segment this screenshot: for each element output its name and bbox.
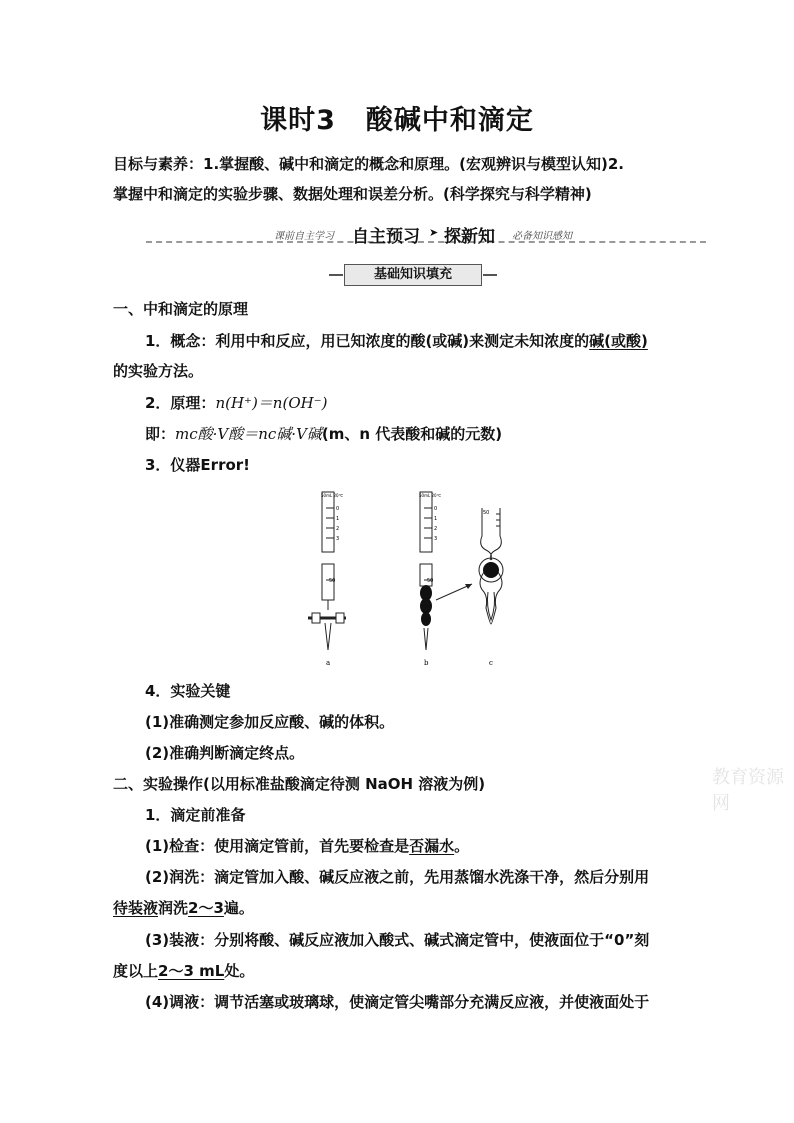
arrow-icon: ➤ bbox=[429, 226, 439, 239]
fill-line-2: 度以上2～3 mL处。 bbox=[113, 962, 255, 980]
rinse-line-2: 待装液润洗2～3遍。 bbox=[113, 899, 254, 917]
blank-answer: 碱(或酸) bbox=[589, 332, 648, 350]
svg-text:b: b bbox=[424, 659, 429, 667]
page-title: 课时3 酸碱中和滴定 bbox=[260, 105, 534, 136]
instrument-line: 3．仪器Error! bbox=[145, 456, 251, 474]
svg-text:50: 50 bbox=[483, 510, 490, 516]
concept-line-2: 的实验方法。 bbox=[113, 362, 204, 380]
section-tag: 基础知识填充 bbox=[344, 264, 482, 286]
key-heading: 4．实验关键 bbox=[145, 682, 231, 700]
svg-text:a: a bbox=[326, 659, 331, 667]
banner-main-1: 自主预习 bbox=[352, 227, 420, 247]
formula-line: 即：mc酸·V酸＝nc碱·V碱(m、n 代表酸和碱的元数) bbox=[145, 425, 503, 443]
svg-text:2: 2 bbox=[336, 526, 340, 532]
banner-main-2: 探新知 bbox=[444, 227, 495, 247]
fill-line-1: (3)装液：分别将酸、碱反应液加入酸式、碱式滴定管中，使液面位于“0”刻 bbox=[145, 931, 650, 949]
burette-figure bbox=[300, 488, 510, 670]
svg-text:0: 0 bbox=[336, 506, 340, 512]
blank-answer: 2～3 mL bbox=[158, 962, 225, 980]
blank-answer: 否漏水 bbox=[409, 837, 455, 855]
key-point-1: (1)准确测定参加反应酸、碱的体积。 bbox=[145, 713, 395, 731]
section-banner bbox=[146, 223, 706, 245]
svg-text:0: 0 bbox=[434, 506, 438, 512]
concept-line: 1．概念：利用中和反应，用已知浓度的酸(或碱)来测定未知浓度的碱(或酸) bbox=[145, 332, 648, 350]
blank-answer: 2～3 bbox=[188, 899, 224, 917]
prep-heading: 1．滴定前准备 bbox=[145, 806, 246, 824]
rinse-line-1: (2)润洗：滴定管加入酸、碱反应液之前，先用蒸馏水洗涤干净，然后分别用 bbox=[145, 868, 650, 886]
acid-burette bbox=[308, 492, 346, 650]
banner-left-text: 课前自主学习 bbox=[274, 231, 334, 242]
base-burette bbox=[420, 492, 432, 650]
svg-text:3: 3 bbox=[434, 536, 438, 542]
svg-text:1: 1 bbox=[336, 516, 340, 522]
svg-text:50: 50 bbox=[329, 578, 336, 584]
goals-line-1: 目标与素养：1.掌握酸、碱中和滴定的概念和原理。(宏观辨识与模型认知)2. bbox=[113, 155, 624, 173]
principle-line: 2．原理：n(H⁺)＝n(OH⁻) bbox=[145, 394, 328, 412]
blank-answer: 待装液 bbox=[113, 899, 159, 917]
svg-text:3: 3 bbox=[336, 536, 340, 542]
heading-principle: 一、中和滴定的原理 bbox=[113, 300, 249, 318]
svg-text:50: 50 bbox=[427, 578, 434, 584]
goals-line-2: 掌握中和滴定的实验步骤、数据处理和误差分析。(科学探究与科学精神) bbox=[113, 185, 592, 203]
svg-text:50mL 20℃: 50mL 20℃ bbox=[419, 493, 442, 498]
adjust-line-1: (4)调液：调节活塞或玻璃球，使滴定管尖嘴部分充满反应液，并使液面处于 bbox=[145, 993, 650, 1011]
svg-text:c: c bbox=[489, 659, 493, 667]
svg-text:2: 2 bbox=[434, 526, 438, 532]
heading-operation: 二、实验操作(以用标准盐酸滴定待测 NaOH 溶液为例) bbox=[113, 775, 486, 793]
key-point-2: (2)准确判断滴定终点。 bbox=[145, 744, 305, 762]
svg-text:50mL 20℃: 50mL 20℃ bbox=[321, 493, 344, 498]
banner-right-text: 必备知识感知 bbox=[512, 231, 572, 242]
check-line: (1)检查：使用滴定管前，首先要检查是否漏水。 bbox=[145, 837, 470, 855]
svg-text:1: 1 bbox=[434, 516, 438, 522]
watermark: 教育资源网 bbox=[712, 767, 784, 814]
